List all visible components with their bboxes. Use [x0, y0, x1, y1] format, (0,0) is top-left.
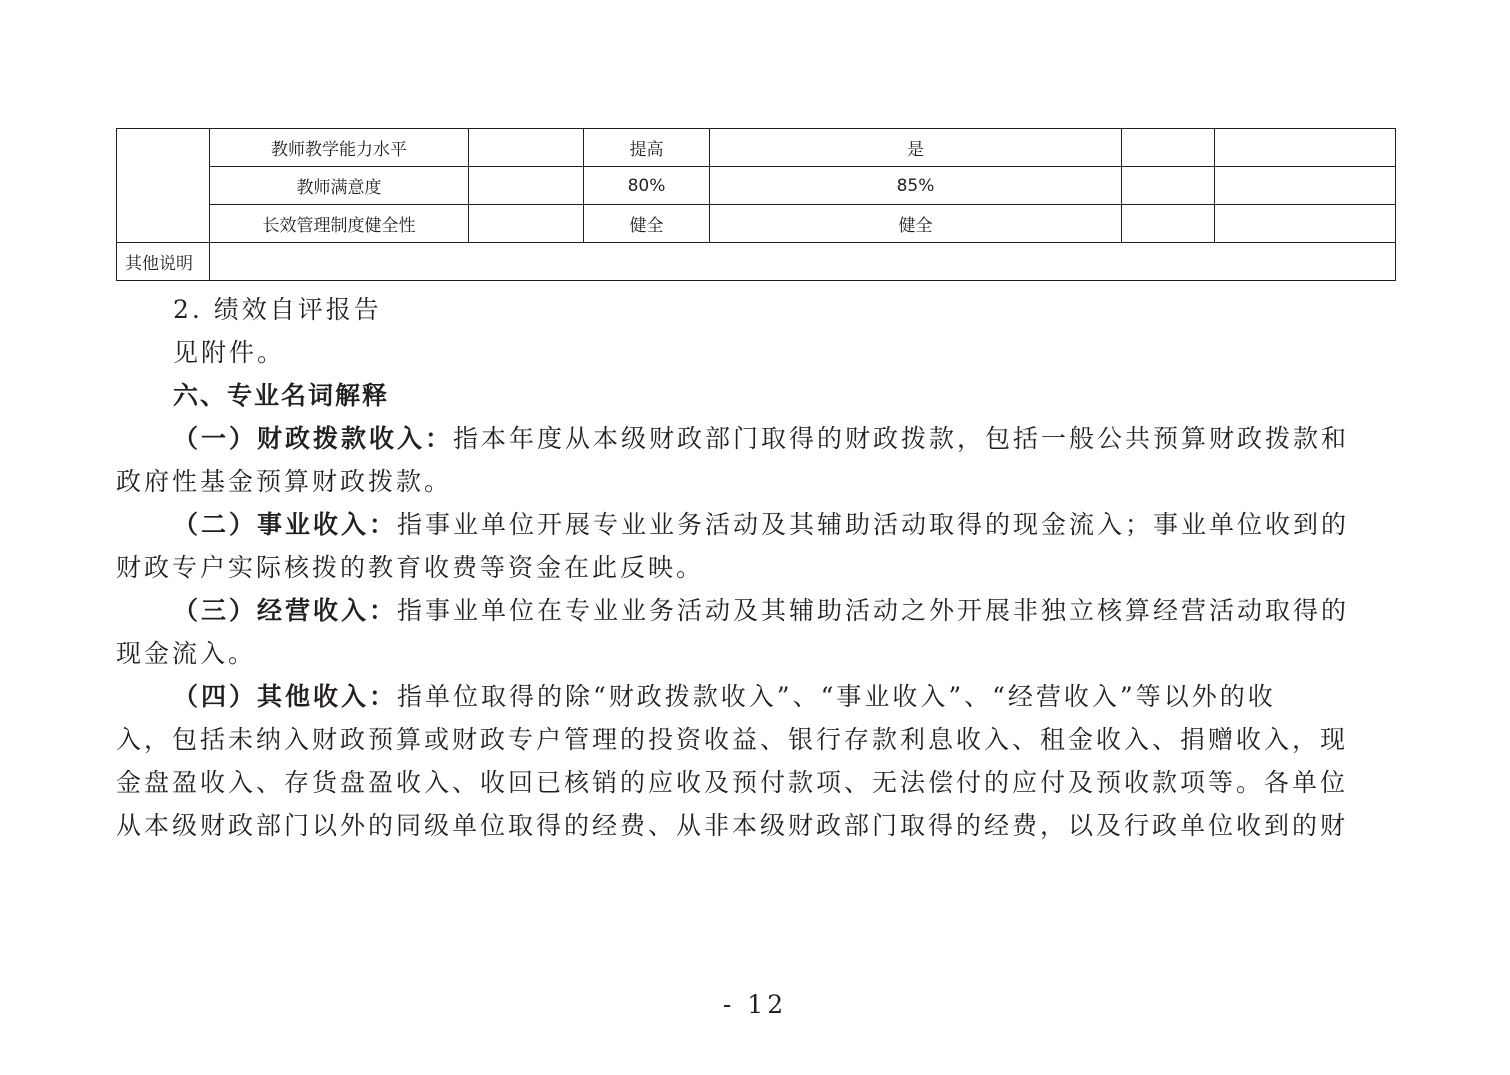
- performance-table-section: [116, 128, 1395, 281]
- blank-cell: [469, 167, 584, 205]
- term-definition-cont: 金盘盈收入、存货盘盈收入、收回已核销的应收及预付款项、无法偿付的应付及预收款项等。各单位: [116, 768, 1349, 797]
- term-definition-cont: 财政专户实际核拨的教育收费等资金在此反映。: [116, 553, 705, 582]
- other-notes-value: [210, 243, 1396, 281]
- term-label: （一）财政拨款收入：: [173, 424, 454, 453]
- table-row: [117, 167, 1396, 205]
- term-definition-cont: 入，包括未纳入财政预算或财政专户管理的投资收益、银行存款利息收入、租金收入、捐赠收入，现: [116, 725, 1349, 754]
- term-definition-cont: 现金流入。: [116, 639, 257, 668]
- term-label: （三）经营收入：: [173, 596, 398, 625]
- page-number: - 12: [722, 990, 788, 1019]
- term-definition-cont: 从本级财政部门以外的同级单位取得的经费、从非本级财政部门取得的经费，以及行政单位收到的财: [116, 811, 1349, 840]
- section-6-title: 六、专业名词解释: [173, 381, 390, 410]
- target-value-cell: 健全: [584, 205, 710, 243]
- blank-cell: [1215, 205, 1396, 243]
- blank-cell: [1215, 129, 1396, 167]
- section-2-body: 见附件。: [173, 338, 286, 367]
- other-notes-label: 其他说明: [117, 243, 210, 281]
- merged-category-cell: [117, 129, 210, 243]
- blank-cell: [469, 205, 584, 243]
- term-label: （四）其他收入：: [173, 682, 398, 711]
- term-label: （二）事业收入：: [173, 510, 398, 539]
- table-row: [117, 129, 1396, 167]
- blank-cell: [1215, 167, 1396, 205]
- term-paragraph: [116, 503, 1396, 589]
- document-body: [116, 288, 1396, 847]
- term-paragraph: [116, 417, 1396, 503]
- indicator-cell: 长效管理制度健全性: [210, 205, 469, 243]
- table-row-other: [117, 243, 1396, 281]
- blank-cell: [469, 129, 584, 167]
- performance-table: [116, 128, 1396, 281]
- term-definition: 指单位取得的除“财政拨款收入”、“事业收入”、“经营收入”等以外的收: [397, 682, 1276, 711]
- term-definition: 指事业单位开展专业业务活动及其辅助活动取得的现金流入；事业单位收到的: [397, 510, 1350, 539]
- blank-cell: [1122, 205, 1215, 243]
- term-paragraph: [116, 589, 1396, 675]
- actual-value-cell: 健全: [710, 205, 1122, 243]
- actual-value-cell: 85%: [710, 167, 1122, 205]
- blank-cell: [1122, 129, 1215, 167]
- term-paragraph: [116, 675, 1396, 847]
- term-definition: 指本年度从本级财政部门取得的财政拨款，包括一般公共预算财政拨款和: [453, 424, 1350, 453]
- actual-value-cell: 是: [710, 129, 1122, 167]
- term-definition: 指事业单位在专业业务活动及其辅助活动之外开展非独立核算经营活动取得的: [397, 596, 1350, 625]
- target-value-cell: 80%: [584, 167, 710, 205]
- target-value-cell: 提高: [584, 129, 710, 167]
- blank-cell: [1122, 167, 1215, 205]
- section-2-title: 2. 绩效自评报告: [173, 295, 382, 324]
- term-definition-cont: 政府性基金预算财政拨款。: [116, 467, 453, 496]
- table-row: [117, 205, 1396, 243]
- indicator-cell: 教师满意度: [210, 167, 469, 205]
- indicator-cell: 教师教学能力水平: [210, 129, 469, 167]
